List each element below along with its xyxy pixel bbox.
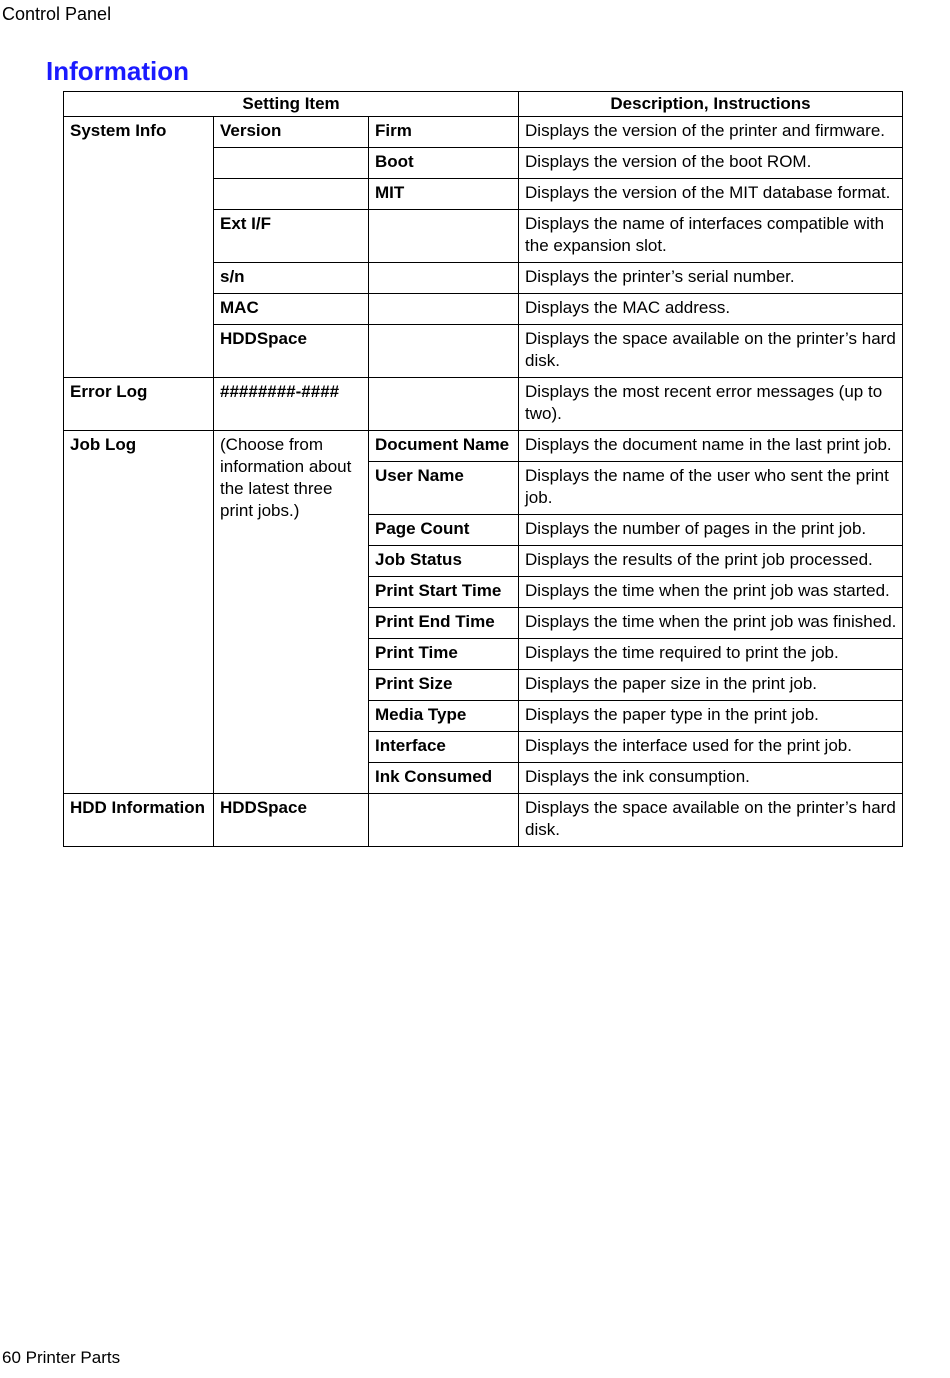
group-hdd-information: HDD Information	[64, 794, 214, 847]
section-title: Information	[46, 56, 189, 86]
table-row	[64, 794, 903, 847]
job-item-desc: Displays the interface used for the print job.	[519, 732, 903, 763]
desc-mac: Displays the MAC address.	[519, 294, 903, 325]
column-header-description: Description, Instructions	[519, 92, 903, 117]
job-item-desc: Displays the time when the print job was started.	[519, 577, 903, 608]
group-error-log: Error Log	[64, 378, 214, 431]
job-item-name: Print Start Time	[369, 577, 519, 608]
group-job-log: Job Log	[64, 431, 214, 794]
item-hdd-hddspace: HDDSpace	[214, 794, 369, 847]
job-item-name: Job Status	[369, 546, 519, 577]
empty-cell	[369, 263, 519, 294]
information-table	[63, 91, 903, 847]
empty-cell	[214, 148, 369, 179]
desc-hdd-information: Displays the space available on the printer’s hard disk.	[519, 794, 903, 847]
subitem-boot: Boot	[369, 148, 519, 179]
item-error-code: ########-####	[214, 378, 369, 431]
desc-hddspace: Displays the space available on the printer’s hard disk.	[519, 325, 903, 378]
job-item-desc: Displays the results of the print job processed.	[519, 546, 903, 577]
item-hddspace: HDDSpace	[214, 325, 369, 378]
job-item-desc: Displays the paper type in the print job.	[519, 701, 903, 732]
item-sn: s/n	[214, 263, 369, 294]
job-item-desc: Displays the ink consumption.	[519, 763, 903, 794]
table-row	[64, 431, 903, 462]
table-header-row	[64, 92, 903, 117]
table-row	[64, 117, 903, 148]
subitem-mit: MIT	[369, 179, 519, 210]
item-version: Version	[214, 117, 369, 148]
item-mac: MAC	[214, 294, 369, 325]
group-system-info: System Info	[64, 117, 214, 378]
job-item-desc: Displays the document name in the last print job.	[519, 431, 903, 462]
job-item-name: Print End Time	[369, 608, 519, 639]
job-item-desc: Displays the number of pages in the print job.	[519, 515, 903, 546]
item-ext-if: Ext I/F	[214, 210, 369, 263]
empty-cell	[369, 294, 519, 325]
column-header-setting: Setting Item	[64, 92, 519, 117]
desc-error-log: Displays the most recent error messages (up to two).	[519, 378, 903, 431]
job-item-desc: Displays the time required to print the job.	[519, 639, 903, 670]
job-item-name: Print Size	[369, 670, 519, 701]
job-item-name: User Name	[369, 462, 519, 515]
desc-ext-if: Displays the name of interfaces compatible with the expansion slot.	[519, 210, 903, 263]
desc-firm: Displays the version of the printer and firmware.	[519, 117, 903, 148]
subitem-firm: Firm	[369, 117, 519, 148]
job-item-name: Print Time	[369, 639, 519, 670]
job-item-desc: Displays the name of the user who sent the print job.	[519, 462, 903, 515]
job-item-name: Document Name	[369, 431, 519, 462]
job-item-name: Ink Consumed	[369, 763, 519, 794]
empty-cell	[369, 325, 519, 378]
job-item-name: Interface	[369, 732, 519, 763]
job-item-desc: Displays the time when the print job was finished.	[519, 608, 903, 639]
desc-sn: Displays the printer’s serial number.	[519, 263, 903, 294]
running-header: Control Panel	[2, 4, 112, 24]
job-item-desc: Displays the paper size in the print job.	[519, 670, 903, 701]
empty-cell	[369, 794, 519, 847]
page-footer: 60 Printer Parts	[2, 1348, 121, 1367]
desc-mit: Displays the version of the MIT database format.	[519, 179, 903, 210]
empty-cell	[369, 378, 519, 431]
empty-cell	[214, 179, 369, 210]
job-item-name: Media Type	[369, 701, 519, 732]
job-item-name: Page Count	[369, 515, 519, 546]
job-log-note: (Choose from information about the latest three print jobs.)	[214, 431, 369, 794]
empty-cell	[369, 210, 519, 263]
desc-boot: Displays the version of the boot ROM.	[519, 148, 903, 179]
table-row	[64, 378, 903, 431]
